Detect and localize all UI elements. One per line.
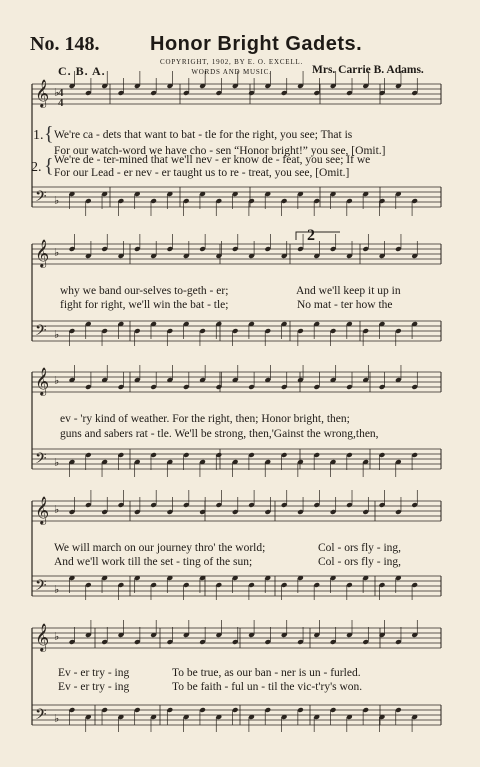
verse-brace-1: { <box>44 123 54 145</box>
key-flat-icon: ♭ <box>54 247 60 259</box>
key-flat-icon: ♭ <box>54 329 60 341</box>
lyric-s1-line4: For our Lead - er nev - er taught us to re - treat, you see, [Omit.] <box>54 167 350 179</box>
bass-clef-icon: 𝄢 <box>35 322 47 343</box>
lyric-s5-line1: Ev - er try - ing <box>58 667 130 679</box>
lyric-s3-line2: guns and sabers rat - tle. We'll be strong, then,'Gainst the wrong,then, <box>60 428 379 440</box>
copyright-line-2: WORDS AND MUSIC. <box>191 68 272 76</box>
lyric-s2-line1-end: And we'll keep it up in <box>296 285 401 297</box>
lyric-s2-line2-end: No mat - ter how the <box>297 299 393 311</box>
bass-clef-icon: 𝄢 <box>35 450 47 471</box>
key-flat-icon: ♭ <box>54 713 60 725</box>
lyric-s5-line2-end: To be faith - ful un - til the vic-t'ry's won. <box>172 681 363 693</box>
treble-clef-icon: 𝄞 <box>35 623 50 651</box>
time-signature-icon: 4 <box>58 87 64 99</box>
lyric-s2-line1: why we band our-selves to-geth - er; <box>60 285 229 297</box>
verse-number-2: 2. <box>31 160 42 175</box>
time-signature-icon: 4 <box>58 97 64 109</box>
lyric-s1-line2: For our watch-word we have cho - sen “Honor bright!” you see, [Omit.] <box>54 145 386 157</box>
lyric-s5-line2: Ev - er try - ing <box>58 681 130 693</box>
key-flat-icon: ♭ <box>54 584 60 596</box>
lyric-s1-line1: We're ca - dets that want to bat - tle for the right, you see; That is <box>54 129 353 141</box>
key-flat-icon: ♭ <box>54 457 60 469</box>
ending-bracket <box>296 232 340 240</box>
key-flat-icon: ♭ <box>54 375 60 387</box>
lyric-s4-line1: We will march on our journey thro' the world; <box>54 542 266 554</box>
hymn-title: Honor Bright Gadets. <box>150 33 363 55</box>
copyright-line-1: COPYRIGHT, 1902, BY E. O. EXCELL. <box>160 58 304 66</box>
lyric-s2-line2: fight for right, we'll win the bat - tle; <box>60 299 229 311</box>
key-flat-icon: ♭ <box>54 631 60 643</box>
hymn-number: No. 148. <box>30 33 100 55</box>
treble-clef-icon: 𝄞 <box>35 239 50 267</box>
verse-brace-2: { <box>44 155 54 177</box>
treble-clef-icon: 𝄞 <box>35 79 50 107</box>
lyric-s4-line2-end: Col - ors fly - ing, <box>318 556 402 568</box>
key-flat-icon: ♭ <box>54 195 60 207</box>
lyric-s4-line1-end: Col - ors fly - ing, <box>318 542 402 554</box>
bass-clef-icon: 𝄢 <box>35 188 47 209</box>
treble-clef-icon: 𝄞 <box>35 367 50 395</box>
second-ending-mark: 2 <box>307 227 315 244</box>
bass-clef-icon: 𝄢 <box>35 577 47 598</box>
bass-clef-icon: 𝄢 <box>35 706 47 727</box>
key-flat-icon: ♭ <box>54 87 60 99</box>
lyric-s5-line1-end: To be true, as our ban - ner is un - furled. <box>172 667 361 679</box>
verse-number-1: 1. <box>33 128 44 143</box>
key-flat-icon: ♭ <box>54 504 60 516</box>
lyric-s3-line1: ev - 'ry kind of weather. For the right, then; Honor bright, then; <box>60 413 350 425</box>
lyric-s1-line3: We're de - ter-mined that we'll nev - er know de - feat, you see; If we <box>54 154 371 166</box>
lyricist-name: Mrs. Carrie B. Adams. <box>312 64 424 76</box>
composer-initials: C. B. A. <box>58 64 106 78</box>
lyric-s4-line2: And we'll work till the set - ting of the sun; <box>54 556 253 568</box>
treble-clef-icon: 𝄞 <box>35 496 50 524</box>
